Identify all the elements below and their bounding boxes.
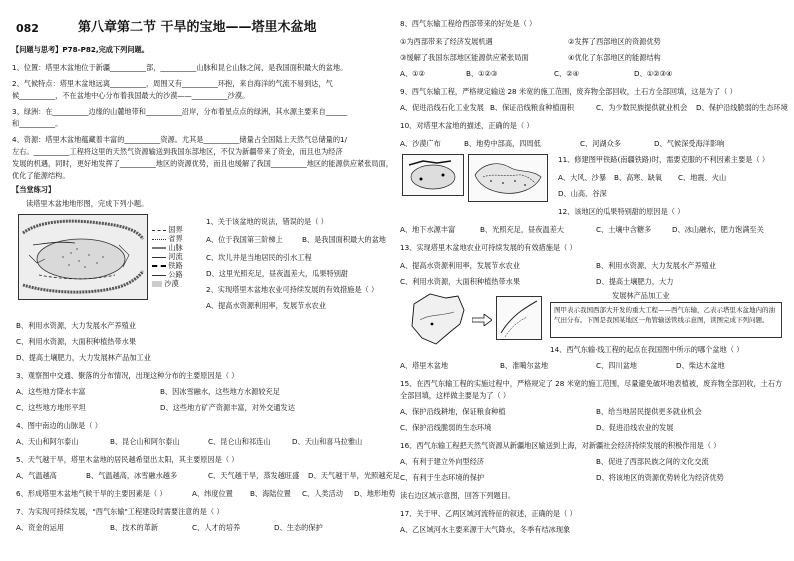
q7-option-a[interactable]: A、资金的运用	[16, 523, 65, 532]
q4-option-c[interactable]: C、昆仑山和祁连山	[208, 437, 271, 446]
road-icon	[152, 275, 166, 276]
q2-option-c[interactable]: C、利用水资源，大面积种植热带水果	[16, 337, 137, 346]
q10-option-c[interactable]: C、河湖众多	[580, 139, 621, 148]
river-icon	[152, 257, 166, 258]
q7-option-b[interactable]: B、技术的革新	[110, 523, 159, 532]
q16-option-b[interactable]: B、促进了西部民族之间的文化交流	[596, 457, 709, 466]
page-title: 第八章第二节 干旱的宝地——塔里木盆地	[78, 20, 317, 35]
section-question-thinking: 【问题与思考】P78-P82,完成下列问题。	[12, 45, 149, 54]
question-3: 3、观察图中交通、聚落的分布情况，出现这种分布的主要原因是（ ）	[16, 371, 239, 380]
question-4: 4、图中南边的山脉是（ ）	[16, 421, 102, 430]
q2-option-d[interactable]: D、提高土壤肥力，大力发展林产品加工业	[16, 353, 151, 362]
q10-option-b[interactable]: B、地势中部高，四周低	[464, 139, 541, 148]
q6-option-b[interactable]: B、海陆位置	[250, 489, 291, 498]
q10-option-d[interactable]: D、气候深受海洋影响	[654, 139, 725, 148]
fill-q3b: 和__________。	[12, 119, 63, 128]
q1-option-c[interactable]: C、坎儿井是当地居民的引水工程	[206, 253, 312, 262]
legend-item: 沙漠	[152, 280, 200, 289]
fill-q4a: 4、资源：塔里木盆地蕴藏着丰富的__________资源。尤其是__________储量占全国陆上天然气总储量的1/	[12, 135, 348, 144]
q16-option-d[interactable]: D、将该地区的资源优势转化为经济优势	[596, 473, 724, 482]
q12-option-d[interactable]: D、冰山融水，肥力饱满至关	[672, 225, 764, 234]
q11-option-d[interactable]: D、山高、谷深	[558, 189, 607, 198]
q4-option-d[interactable]: D、天山和喜马拉雅山	[292, 437, 363, 446]
reading-note: 图甲表示我国西部大开发的重大工程——西气东输，乙表示塔里木盆地内的油气田分布。下图是我国某地区一角管输送管线示意图，读图完成下列问题。	[554, 306, 775, 324]
question-6: 6、形成塔里木盆地气候干旱的主要因素是（ ）	[16, 489, 167, 498]
q15-option-c[interactable]: C、保护沿线脆弱的生态环境	[400, 423, 492, 432]
question-8: 8、西气东输工程给西部带来的好处是（ ）	[400, 19, 537, 28]
q12-option-b[interactable]: B、光照充足，昼夜温差大	[480, 225, 564, 234]
map-jia-graphic	[403, 155, 463, 195]
railway-icon	[152, 265, 166, 267]
q6-option-a[interactable]: A、纬度位置	[192, 489, 233, 498]
legend-item: 河流	[152, 253, 200, 262]
q7-option-c[interactable]: C、人才的培养	[192, 523, 241, 532]
q11-option-b[interactable]: B、高寒、缺氧	[614, 173, 663, 182]
province-border-icon	[152, 239, 166, 240]
map-jia	[402, 154, 464, 196]
q4-option-b[interactable]: B、昆仑山和阿尔泰山	[110, 437, 180, 446]
q5-option-a[interactable]: A、气温越高	[16, 471, 57, 480]
q7-option-d[interactable]: D、生态的保护	[274, 523, 323, 532]
q8-option-b[interactable]: B、①②③	[466, 69, 498, 78]
q5-option-c[interactable]: C、天气越干旱，蒸发越旺盛	[208, 471, 300, 480]
q17-option-a[interactable]: A、乙区域河水主要来源于大气降水，冬季有结冰现象	[400, 525, 571, 534]
legend-item: 铁路	[152, 262, 200, 271]
question-2: 2、实现塔里木盆地农业可持续发展的有效措施是（ ）	[206, 285, 379, 294]
q15-option-a[interactable]: A、保护沿线耕地，保证粮食种植	[400, 407, 506, 416]
inset-map-graphic	[497, 297, 541, 339]
q15-option-b[interactable]: B、给当地居民提供更多就业机会	[596, 407, 702, 416]
desert-icon	[152, 281, 162, 287]
legend-item: 山脉	[152, 244, 200, 253]
q2-option-a[interactable]: A、提高水资源利用率，发展节水农业	[206, 301, 326, 310]
reading-note-box	[550, 302, 782, 338]
fill-q4b: 左右。__________工程将这里的天然气资源输送到我国东部地区，不仅为新疆带来了资金，而且也为经济	[12, 147, 343, 156]
q1-option-a[interactable]: A、位于我国第三阶梯上	[206, 235, 283, 244]
q2-option-b[interactable]: B、利用水资源，大力发展水产养殖业	[16, 321, 136, 330]
q6-option-c[interactable]: C、人类活动	[302, 489, 343, 498]
q14-option-c[interactable]: C、四川盆地	[596, 361, 637, 370]
q5-option-d[interactable]: D、天气越干旱，光照越充足	[308, 471, 400, 480]
q13-option-c[interactable]: C、利用水资源，大面积种植热带水果	[400, 277, 521, 286]
q5-option-b[interactable]: B、气温越高，冰雪融水越多	[86, 471, 178, 480]
question-11: 11、修建图甲铁路(南疆铁路)时，需要克服的不利因素主要是（ ）	[558, 155, 770, 164]
q1-option-d[interactable]: D、这里光照充足，昼夜温差大，瓜果特别甜	[206, 269, 349, 278]
legend-item: 公路	[152, 271, 200, 280]
q8-option-a[interactable]: A、①②	[400, 69, 425, 78]
fill-q2a: 2、气候特点：塔里木盆地远离__________，周围又有__________环抱，来自海洋的气流不易到达，气	[12, 79, 333, 88]
q3-option-a[interactable]: A、这些地方降水丰富	[16, 387, 86, 396]
legend-item: 省界	[152, 235, 200, 244]
question-12: 12、该地区的瓜果特别甜的原因是（ ）	[558, 207, 685, 216]
legend-item: 国界	[152, 226, 200, 235]
q12-option-a[interactable]: A、地下水源丰富	[400, 225, 456, 234]
q13-option-b[interactable]: B、利用水资源，大力发展水产养殖业	[596, 261, 716, 270]
fill-q1: 1、位置：塔里木盆地位于新疆__________部，__________山脉和昆仑山脉之间，是我国面积最大的盆地。	[12, 63, 348, 72]
q11-option-a[interactable]: A、大风、沙暴	[558, 173, 607, 182]
fill-q3a: 3、绿洲：在__________边缘的山麓地带和__________沿岸，分布着星点点的绿洲，其水源主要来自______	[12, 107, 348, 116]
section-practice: 【当堂练习】	[12, 185, 56, 194]
inset-map-yi	[496, 296, 542, 340]
q3-option-d[interactable]: D、这些地方矿产资源丰富，对外交通发达	[160, 403, 295, 412]
q9-option-d[interactable]: D、保护沿线脆弱的生态环境	[696, 103, 788, 112]
map-legend	[152, 226, 200, 289]
q1-option-b[interactable]: B、是我国面积最大的盆地	[302, 235, 386, 244]
q15-option-d[interactable]: D、促进沿线农业的发展	[596, 423, 674, 432]
question-7: 7、为实现可持续发展，"西气东输"工程建设时需要注意的是（ ）	[16, 507, 224, 516]
practice-intro: 读塔里木盆地地形图，完成下列小题。	[26, 199, 149, 208]
q12-option-c[interactable]: C、土壤中含糖多	[596, 225, 652, 234]
q3-option-b[interactable]: B、因冰雪融水，这些地方水源较充足	[160, 387, 280, 396]
fill-q4d: 优化了能源结构。	[12, 171, 70, 180]
q9-option-a[interactable]: A、促进沿线石化工业发展	[400, 103, 484, 112]
q16-option-a[interactable]: A、有利于建立外向型经济	[400, 457, 484, 466]
q13-option-a[interactable]: A、提高水资源利用率，发展节水农业	[400, 261, 520, 270]
question-15a: 15、在西气东输工程的实施过程中，严格规定了 28 米宽的施工范围，尽量避免破坏地表植被，废弃物全部回收，土石方	[400, 379, 783, 388]
q9-option-b[interactable]: B、保证沿线粮食种植面积	[490, 103, 574, 112]
q4-option-a[interactable]: A、天山和阿尔泰山	[16, 437, 79, 446]
q14-option-a[interactable]: A、塔里木盆地	[400, 361, 449, 370]
question-10: 10、对塔里木盆地的描述，正确的是（ ）	[400, 121, 534, 130]
q11-option-c[interactable]: C、地震、火山	[678, 173, 727, 182]
q13-option-d[interactable]: D、提高土壤肥力，大力	[596, 277, 674, 286]
q14-option-d[interactable]: D、柴达木盆地	[676, 361, 725, 370]
arrow-right-icon	[472, 314, 492, 326]
question-15b: 全部回填，这样做主要是为了（ ）	[400, 391, 511, 400]
section-intro-2: 读右边区域示意图，回答下列题目。	[400, 491, 516, 500]
q14-option-b[interactable]: B、准噶尔盆地	[500, 361, 549, 370]
tarim-basin-map	[18, 214, 148, 300]
xinjiang-map	[406, 290, 468, 348]
fill-q4c: 发展的机遇，同时，更好地发挥了__________地区的资源优势，而且也缓解了我国__________地区的能源供应紧张局面，	[12, 159, 393, 168]
basin-map-graphic	[19, 215, 147, 299]
question-14: 14、西气东输·线工程的起点在我国图中所示的哪个盆地（ ）	[550, 345, 744, 354]
fill-q2b: 候__________，不在盆地中心分布着我国最大的沙漠——__________沙漠。	[12, 91, 250, 100]
border-symbol-icon	[152, 230, 166, 231]
q6-option-d[interactable]: D、地形地势	[354, 489, 396, 498]
q8-statement-1: ①为西部带来了经济发展机遇	[400, 37, 493, 46]
question-1: 1、关于该盆地的说法，错误的是（ ）	[206, 217, 328, 226]
xinjiang-map-graphic	[406, 290, 468, 348]
map-yi	[468, 154, 548, 202]
q8-option-d[interactable]: D、①②③④	[634, 69, 673, 78]
q16-option-c[interactable]: C、有利于生态环境的保护	[400, 473, 485, 482]
mountain-icon	[152, 247, 166, 249]
q8-statement-4: ④优化了东部地区的能源结构	[568, 53, 661, 62]
q13-option-d-cont: 发展林产品加工业	[612, 291, 670, 300]
question-16: 16、西气东输工程把天然气资源从新疆地区输送到上海，对新疆社会经济持续发展的积极作用是（ ）	[400, 441, 721, 450]
doc-number: 082	[16, 22, 39, 35]
map-yi-graphic	[469, 155, 547, 201]
question-9: 9、西气东输工程，严格规定输送 28 米宽的施工范围，废弃物全部回收，土石方全部回填，这是为了（ ）	[400, 87, 737, 96]
q3-option-c[interactable]: C、这些地方地形平坦	[16, 403, 86, 412]
q8-option-c[interactable]: C、②④	[554, 69, 580, 78]
q9-option-c[interactable]: C、为少数民族提供就业机会	[596, 103, 688, 112]
q8-statement-3: ③缓解了我国东部地区能源供应紧张局面	[400, 53, 529, 62]
q10-option-a[interactable]: A、沙漠广布	[400, 139, 441, 148]
q8-statement-2: ②发挥了西部地区的资源优势	[568, 37, 661, 46]
question-17: 17、关于甲、乙两区域河流特征的叙述，正确的是（ ）	[400, 509, 577, 518]
question-5: 5、天气越干旱，塔里木盆地的居民越希望出太阳，其主要原因是（ ）	[16, 455, 239, 464]
question-13: 13、实现塔里木盆地农业可持续发展的有效措施是（ ）	[400, 243, 577, 252]
